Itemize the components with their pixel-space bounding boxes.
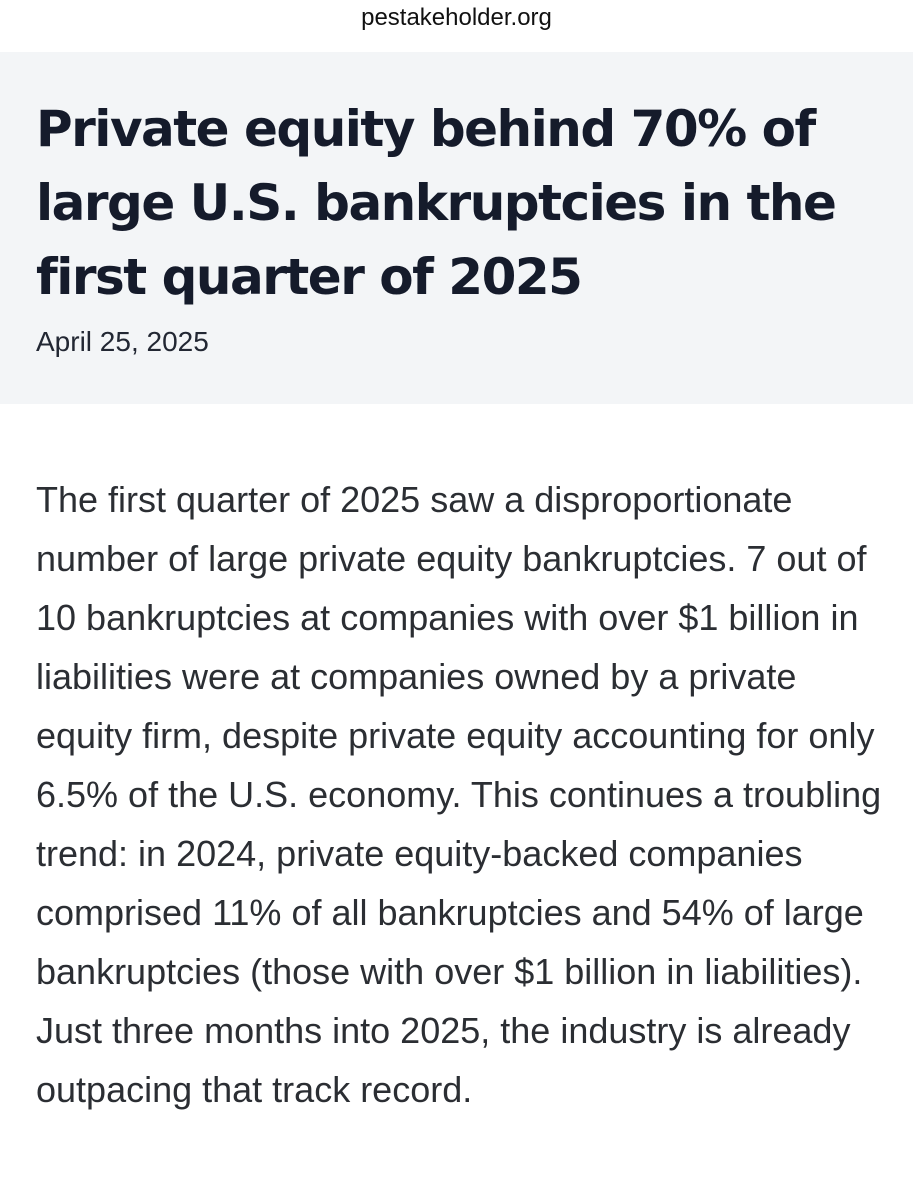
article-header: [0, 52, 913, 404]
article-headline: Private equity behind 70% of large U.S. bankruptcies in the first quarter of 2025: [36, 100, 836, 306]
address-bar[interactable]: [0, 0, 913, 52]
article-paragraph: The first quarter of 2025 saw a disproportionate number of large private equity bankruptcies. 7 out of 10 bankruptcies at companies with over $1 billion in liabilities were at companies owned by a private equity firm, despite private equity accounting for only 6.5% of the U.S. economy. This continues a troubling trend: in 2024, private equity-backed companies comprised 11% of all bankruptcies and 54% of large bankruptcies (those with over $1 billion in liabilities). Just three months into 2025, the industry is already outpacing that track record.: [36, 479, 882, 1110]
publish-date: April 25, 2025: [36, 326, 209, 357]
url-text[interactable]: pestakeholder.org: [361, 4, 552, 31]
